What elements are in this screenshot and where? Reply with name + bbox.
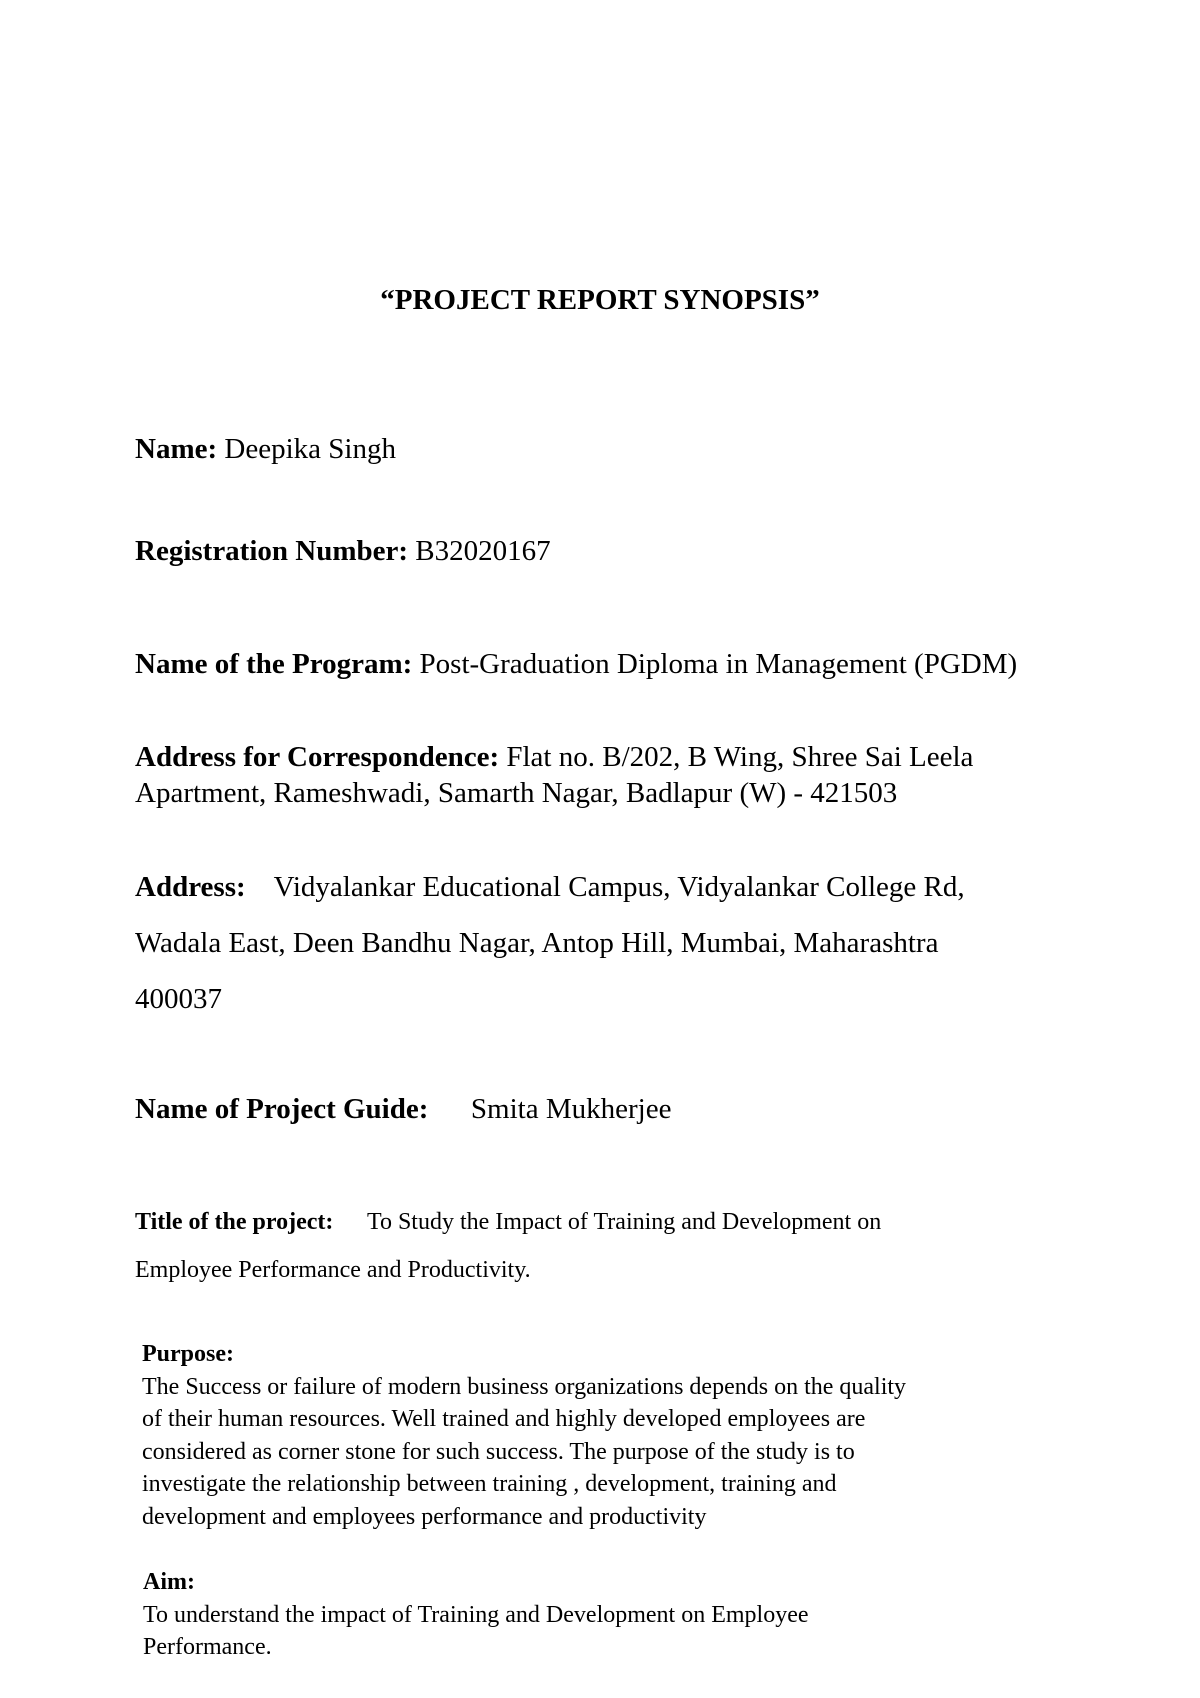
- project-title-line-2: Employee Performance and Productivity.: [135, 1257, 531, 1283]
- registration-label: Registration Number:: [135, 535, 409, 567]
- aim-line: Performance.: [143, 1634, 272, 1660]
- name-value: Deepika Singh: [224, 433, 396, 465]
- correspondence-line-1: Flat no. B/202, B Wing, Shree Sai Leela: [506, 741, 974, 773]
- registration-row: [135, 534, 551, 568]
- project-title-line-1: To Study the Impact of Training and Development on: [366, 1209, 882, 1235]
- purpose-line: The Success or failure of modern business organizations depends on the quality: [142, 1373, 907, 1400]
- aim-label: Aim:: [143, 1569, 195, 1595]
- aim-line: To understand the impact of Training and Development on Employee: [143, 1601, 809, 1628]
- guide-label: Name of Project Guide:: [135, 1093, 429, 1125]
- correspondence-label: Address for Correspondence:: [135, 741, 500, 773]
- program-value: Post-Graduation Diploma in Management (PGDM): [419, 648, 1018, 680]
- purpose-label: Purpose:: [142, 1341, 234, 1367]
- purpose-line: development and employees performance and productivity: [142, 1503, 707, 1530]
- program-row: [135, 647, 1017, 681]
- correspondence-row: [135, 740, 973, 774]
- name-label: Name:: [135, 433, 218, 465]
- name-row: [135, 432, 396, 466]
- address-line-1: Vidyalankar Educational Campus, Vidyalankar College Rd,: [273, 871, 965, 903]
- address-line-2: Wadala East, Deen Bandhu Nagar, Antop Hill, Mumbai, Maharashtra: [135, 927, 939, 959]
- program-label: Name of the Program:: [135, 648, 413, 680]
- correspondence-line-2: Apartment, Rameshwadi, Samarth Nagar, Badlapur (W) - 421503: [135, 777, 898, 809]
- aim-section: [143, 1566, 809, 1664]
- address-label: Address:: [135, 871, 246, 903]
- address-line-3: 400037: [135, 983, 222, 1015]
- purpose-line: investigate the relationship between training , development, training and: [142, 1471, 837, 1497]
- project-title-label: Title of the project:: [135, 1209, 334, 1235]
- guide-value: Smita Mukherjee: [470, 1093, 672, 1125]
- purpose-line: considered as corner stone for such success. The purpose of the study is to: [142, 1438, 855, 1465]
- purpose-section: [142, 1338, 906, 1533]
- project-title-row: [135, 1206, 881, 1238]
- guide-row: [135, 1092, 671, 1126]
- document-title: “PROJECT REPORT SYNOPSIS”: [380, 284, 820, 316]
- address-row: [135, 870, 965, 904]
- purpose-line: of their human resources. Well trained and highly developed employees are: [142, 1406, 866, 1432]
- registration-value: B32020167: [415, 535, 551, 567]
